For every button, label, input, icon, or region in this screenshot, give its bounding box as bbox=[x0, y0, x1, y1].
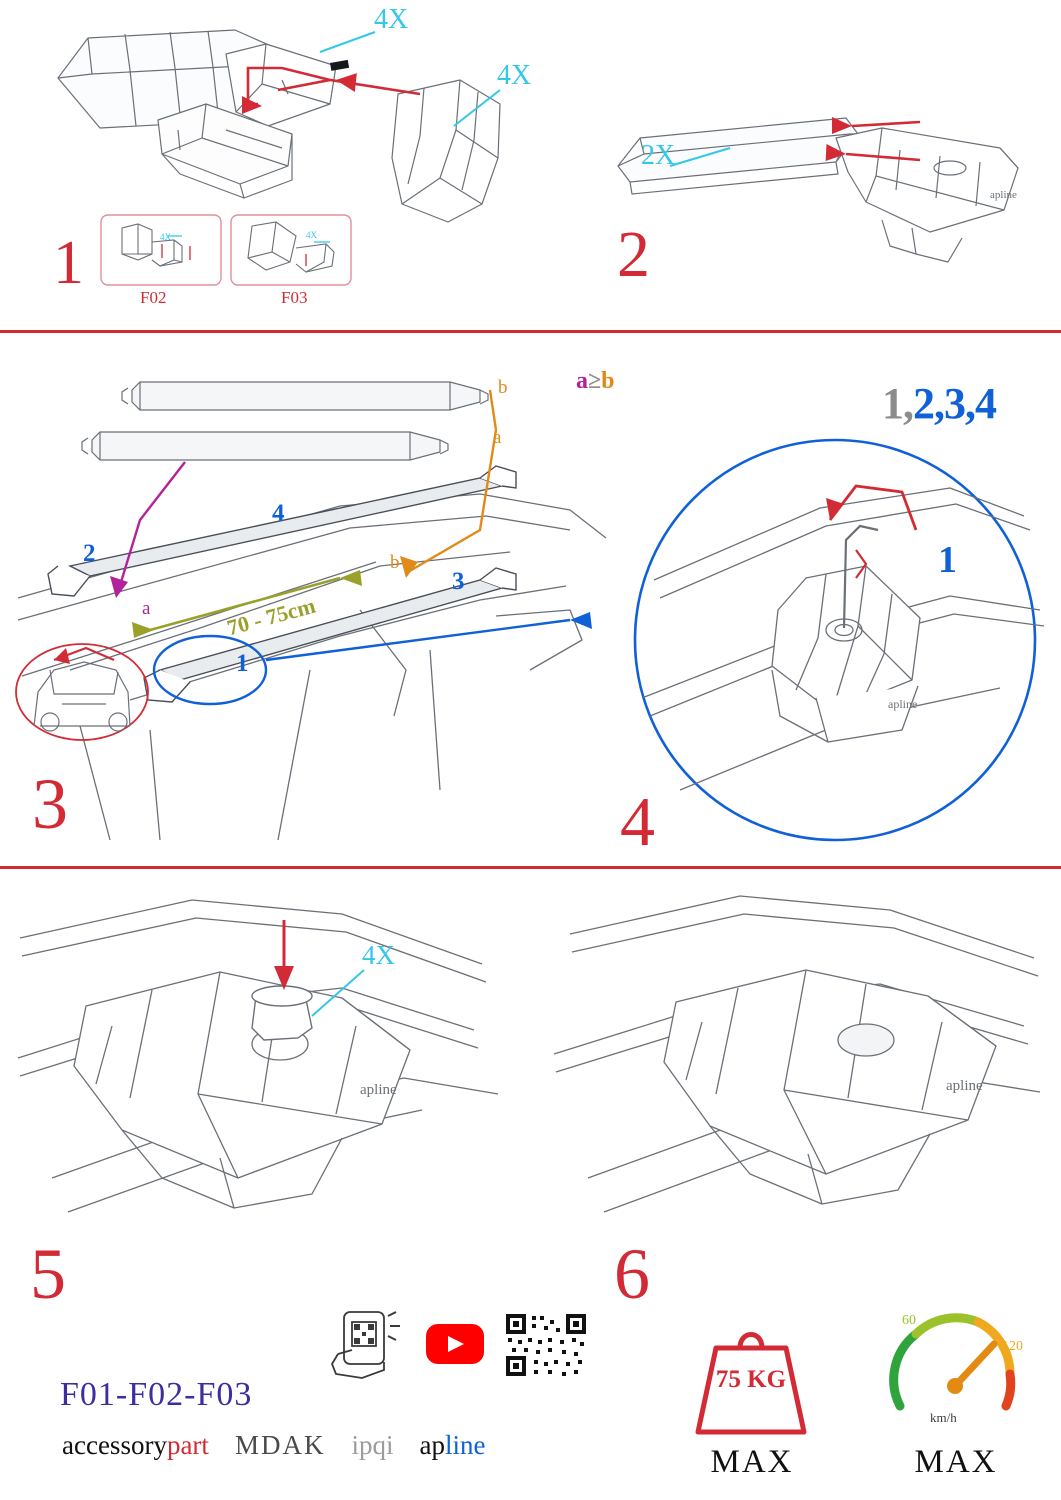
step-3-position-4: 4 bbox=[272, 500, 285, 527]
step-6-illustration bbox=[540, 886, 1050, 1226]
svg-text:apline: apline bbox=[888, 697, 918, 711]
variant-label-f02: F02 bbox=[140, 288, 167, 307]
brand-apline-accent: line bbox=[444, 1430, 486, 1460]
step-1-callout-4x-left: 4X bbox=[374, 4, 409, 35]
step-number-4: 4 bbox=[620, 784, 655, 861]
brand-row bbox=[62, 1430, 485, 1461]
brand-apline-plain: ap bbox=[419, 1430, 445, 1460]
step-number-5: 5 bbox=[30, 1234, 66, 1314]
step-2-callout-2x: 2X bbox=[641, 140, 676, 171]
brand-accessorypart-plain: accessory bbox=[62, 1430, 167, 1460]
brand-accessorypart-accent: part bbox=[166, 1430, 209, 1460]
svg-text:apline: apline bbox=[360, 1082, 397, 1098]
sequence-part-1: 1, bbox=[882, 379, 913, 428]
svg-text:km/h: km/h bbox=[930, 1410, 957, 1425]
brand-mdak: MDAK bbox=[234, 1430, 326, 1460]
svg-text:4X: 4X bbox=[160, 232, 171, 242]
sequence-part-2: 2,3,4 bbox=[913, 379, 996, 428]
step-2-illustration bbox=[600, 90, 1050, 280]
step-3-bar-label-b: b bbox=[498, 377, 508, 398]
step-4-illustration bbox=[620, 430, 1050, 850]
step-number-2: 2 bbox=[617, 218, 650, 291]
step-3-bar-label-a: a bbox=[493, 427, 502, 448]
svg-text:apline: apline bbox=[946, 1078, 983, 1094]
note-a: a bbox=[576, 368, 588, 394]
svg-text:apline: apline bbox=[990, 189, 1017, 201]
product-codes: F01-F02-F03 bbox=[60, 1376, 253, 1413]
weight-limit-value: 75 KG bbox=[715, 1366, 787, 1393]
svg-text:60: 60 bbox=[902, 1313, 916, 1328]
step-3-position-3: 3 bbox=[452, 568, 465, 595]
qr-code-icon bbox=[504, 1312, 588, 1378]
brand-ipqi: ipqi bbox=[351, 1430, 394, 1460]
step-3-note-ageb bbox=[576, 368, 615, 395]
step-number-6: 6 bbox=[614, 1234, 650, 1314]
step-3-sub-label-b: b bbox=[390, 552, 400, 573]
variant-label-f03: F03 bbox=[281, 288, 308, 307]
step-3-sub-label-a: a bbox=[142, 598, 151, 619]
step-number-3: 3 bbox=[32, 764, 68, 844]
svg-text:120: 120 bbox=[1002, 1339, 1023, 1354]
weight-limit-max-label: MAX bbox=[710, 1444, 794, 1480]
step-3-position-1: 1 bbox=[236, 650, 249, 677]
step-3-position-2: 2 bbox=[83, 540, 96, 567]
step-4-sequence bbox=[882, 378, 996, 429]
note-ge: ≥ bbox=[588, 368, 602, 394]
step-3-distance-label: 70 - 75cm bbox=[224, 592, 318, 641]
step-3-illustration bbox=[10, 370, 630, 850]
step-number-1: 1 bbox=[53, 229, 84, 297]
step-5-callout-4x: 4X bbox=[362, 940, 395, 970]
step-5-illustration bbox=[12, 886, 512, 1226]
step-1-variant-boxes bbox=[100, 214, 360, 286]
youtube-icon bbox=[426, 1324, 484, 1364]
svg-text:4X: 4X bbox=[306, 230, 317, 240]
brand-apline bbox=[419, 1430, 485, 1461]
footer-icon-row bbox=[322, 1310, 592, 1380]
step-4-detail-label: 1 bbox=[938, 539, 957, 581]
divider-2 bbox=[0, 866, 1061, 869]
step-1-callout-4x-right: 4X bbox=[497, 60, 532, 91]
note-b: b bbox=[601, 368, 615, 394]
speed-limit-icon bbox=[882, 1300, 1032, 1440]
brand-accessorypart bbox=[62, 1430, 209, 1461]
speed-limit-max-label: MAX bbox=[914, 1444, 998, 1480]
divider-1 bbox=[0, 330, 1061, 333]
